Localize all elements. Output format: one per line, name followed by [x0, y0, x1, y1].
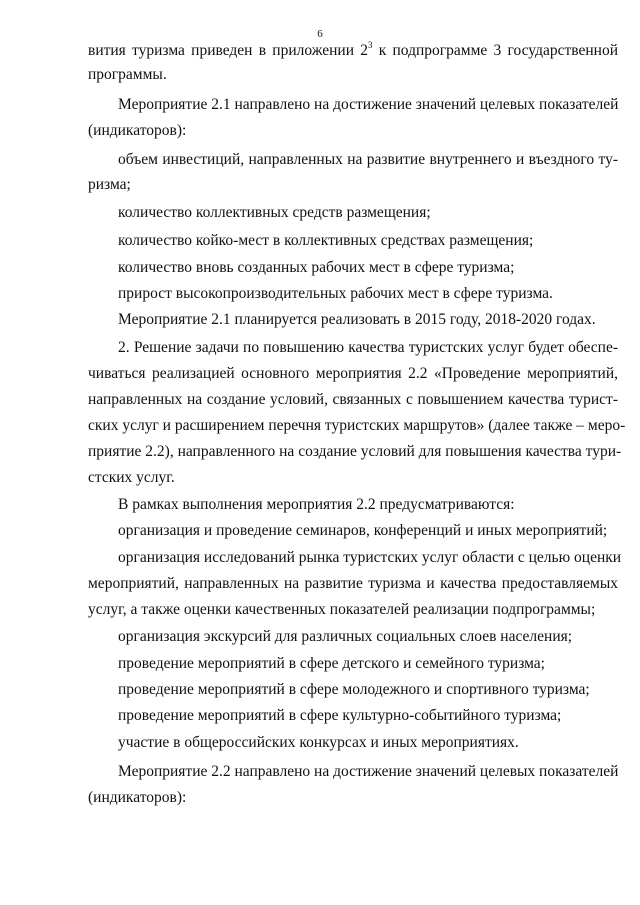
text-line: ских услуг и расширением перечня туристских маршрутов» (далее также – меро- [88, 417, 626, 434]
text-line: ризма; [88, 176, 131, 193]
text-line: 2. Решение задачи по повышению качества туристских услуг будет обеспе- [118, 339, 618, 356]
text-line: услуг, а также оценки качественных показателей реализации подпрограммы; [88, 601, 596, 618]
text-line: прирост высокопроизводительных рабочих мест в сфере туризма. [118, 285, 553, 302]
text-line: Мероприятие 2.2 направлено на достижение значений целевых показателей [118, 763, 619, 780]
text-line [88, 41, 618, 61]
text-line: мероприятий, направленных на развитие туризма и качества предоставляемых [88, 575, 618, 592]
page-number: 6 [317, 28, 323, 40]
text-line: приятие 2.2), направленного на создание условий для повышения качества тури- [88, 443, 622, 460]
text-line: проведение мероприятий в сфере детского и семейного туризма; [118, 655, 545, 672]
text-line: количество койко-мест в коллективных средствах размещения; [118, 232, 534, 249]
text-line: чиваться реализацией основного мероприятия 2.2 «Проведение мероприятий, [88, 365, 618, 382]
text-line: проведение мероприятий в сфере молодежного и спортивного туризма; [118, 681, 590, 698]
text-line: направленных на создание условий, связанных с повышением качества турист- [88, 391, 618, 408]
text-line: организация и проведение семинаров, конференций и иных мероприятий; [118, 522, 608, 539]
text-fragment: к подпрограмме 3 государственной [372, 42, 618, 59]
superscript: 3 [367, 39, 373, 50]
text-line: организация исследований рынка туристских услуг области с целью оценки [118, 549, 622, 566]
text-line: стских услуг. [88, 469, 175, 486]
text-line: организация экскурсий для различных социальных слоев населения; [118, 628, 573, 645]
text-line: объем инвестиций, направленных на развитие внутреннего и въездного ту- [118, 151, 618, 168]
text-line: количество коллективных средств размещения; [118, 204, 431, 221]
text-line: количество вновь созданных рабочих мест в сфере туризма; [118, 259, 515, 276]
text-line: проведение мероприятий в сфере культурно-событийного туризма; [118, 707, 562, 724]
text-fragment: вития туризма приведен в приложении 2 [88, 42, 368, 59]
text-line: (индикаторов): [88, 789, 187, 806]
text-line: участие в общероссийских конкурсах и иных мероприятиях. [118, 734, 519, 751]
text-line: Мероприятие 2.1 направлено на достижение значений целевых показателей [118, 96, 619, 113]
text-line: Мероприятие 2.1 планируется реализовать в 2015 году, 2018-2020 годах. [118, 311, 596, 328]
text-line: (индикаторов): [88, 122, 187, 139]
text-line: В рамках выполнения мероприятия 2.2 предусматриваются: [118, 496, 515, 513]
text-line: программы. [88, 66, 167, 83]
